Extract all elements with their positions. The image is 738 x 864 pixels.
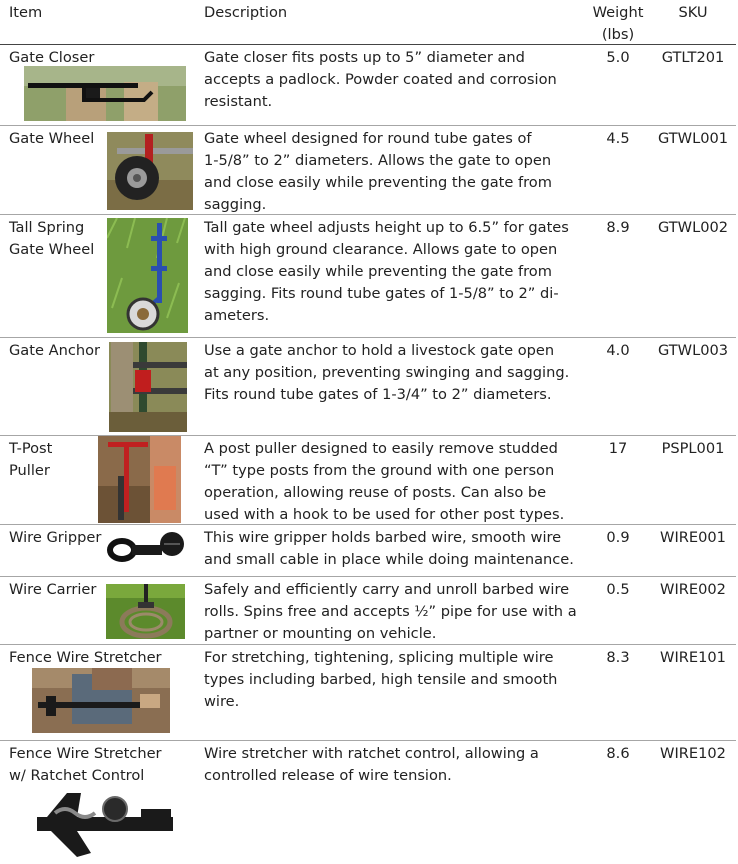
- ratchet-stretcher-photo: [37, 787, 173, 861]
- item-description: Tall gate wheel adjusts height up to 6.5” for gates with high ground clearance. Allows gate to open and close easily while preventing the gate from sagging. Fits round tube gates of 1-5/8” to 2” di- ameters.: [204, 219, 569, 324]
- item-description: This wire gripper holds barbed wire, smooth wire and small cable in place while doing maintenance.: [204, 529, 574, 568]
- table-row: [0, 645, 736, 741]
- item-name: Tall Spring Gate Wheel: [9, 219, 95, 258]
- table-row: [0, 338, 736, 436]
- table-row: [0, 436, 736, 525]
- item-sku: GTLT201: [661, 49, 725, 66]
- header-description: Description: [204, 4, 288, 21]
- item-name: Gate Wheel: [9, 130, 95, 147]
- item-description: Wire stretcher with ratchet control, allowing a controlled release of wire tension.: [204, 745, 539, 784]
- table-row: [0, 741, 736, 863]
- table-row: [0, 126, 736, 215]
- item-sku: PSPL001: [661, 440, 725, 457]
- t-post-puller-photo: [98, 436, 181, 523]
- item-weight: 8.6: [606, 745, 630, 762]
- item-name: Wire Carrier: [9, 581, 97, 598]
- item-weight: 5.0: [606, 49, 630, 66]
- item-description: Gate closer fits posts up to 5” diameter and accepts a padlock. Powder coated and corrosion resistant.: [204, 49, 557, 110]
- item-description: Use a gate anchor to hold a livestock gate open at any position, preventing swinging and sagging. Fits round tube gates of 1-3/4” to 2” diameters.: [204, 342, 570, 403]
- item-description: Gate wheel designed for round tube gates of 1-5/8” to 2” diameters. Allows the gate to open and close easily while preventing the gate from sagging.: [204, 130, 552, 213]
- item-sku: WIRE102: [660, 745, 726, 762]
- item-name: Gate Closer: [9, 49, 95, 66]
- item-weight: 4.0: [606, 342, 630, 359]
- item-sku: GTWL002: [657, 219, 729, 236]
- fence-wire-stretcher-photo: [32, 668, 170, 733]
- header-weight: Weight (lbs): [592, 4, 644, 43]
- table-row: [0, 45, 736, 126]
- item-sku: WIRE001: [660, 529, 726, 546]
- item-weight: 8.3: [606, 649, 630, 666]
- table-row: [0, 525, 736, 577]
- table-row: [0, 577, 736, 645]
- item-name: T-Post Puller: [9, 440, 53, 479]
- gate-wheel-photo: [107, 132, 193, 210]
- item-weight: 0.9: [606, 529, 630, 546]
- item-sku: WIRE101: [660, 649, 726, 666]
- item-name: Fence Wire Stretcher w/ Ratchet Control: [9, 745, 162, 784]
- item-sku: GTWL001: [657, 130, 729, 147]
- tall-spring-gate-wheel-photo: [107, 218, 188, 333]
- item-weight: 17: [608, 440, 628, 457]
- item-weight: 4.5: [606, 130, 630, 147]
- item-weight: 0.5: [606, 581, 630, 598]
- item-weight: 8.9: [606, 219, 630, 236]
- item-description: A post puller designed to easily remove studded “T” type posts from the ground with one person operation, allowing reuse of posts. Can also be used with a hook to be used for other post types.: [204, 440, 565, 523]
- item-name: Fence Wire Stretcher: [9, 649, 162, 666]
- table-row: [0, 215, 736, 338]
- item-description: Safely and efficiently carry and unroll barbed wire rolls. Spins free and accepts ½” pipe for use with a partner or mounting on vehicle.: [204, 581, 577, 642]
- gate-anchor-photo: [109, 342, 187, 432]
- table-header: [0, 0, 736, 45]
- gate-closer-photo: [24, 66, 186, 121]
- item-name: Wire Gripper: [9, 529, 102, 546]
- wire-carrier-photo: [106, 584, 185, 639]
- header-sku: SKU: [678, 4, 708, 21]
- header-item: Item: [9, 4, 43, 21]
- item-description: For stretching, tightening, splicing multiple wire types including barbed, high tensile and smooth wire.: [204, 649, 558, 710]
- item-name: Gate Anchor: [9, 342, 101, 359]
- wire-gripper-photo: [106, 530, 188, 566]
- item-sku: GTWL003: [657, 342, 729, 359]
- item-sku: WIRE002: [660, 581, 726, 598]
